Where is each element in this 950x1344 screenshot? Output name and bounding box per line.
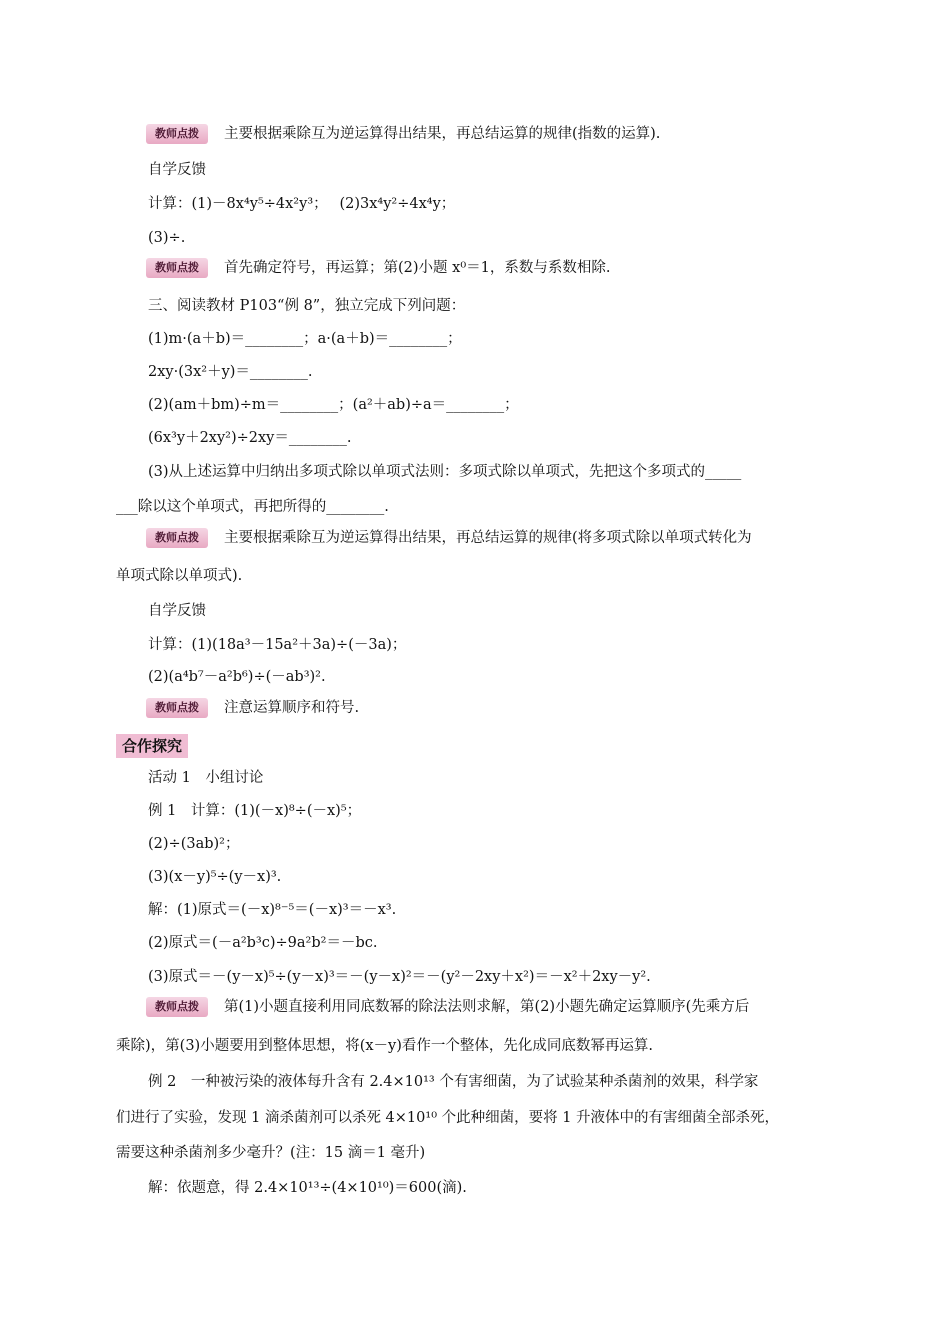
text-line: (1)m·(a＋b)＝________；a·(a＋b)＝________； [148,331,462,347]
text-line: (3)从上述运算中归纳出多项式除以单项式法则：多项式除以单项式，先把这个多项式的_____ [148,464,742,480]
teacher-tip-badge: 教师点拨 [146,997,208,1017]
teacher-tip-badge: 教师点拨 [146,258,208,278]
text-line: (3)原式＝－(y－x)⁵÷(y－x)³＝－(y－x)²＝－(y²－2xy＋x²)＝－x²＋2xy－y². [148,969,651,985]
section-heading: 合作探究 [116,734,188,758]
teacher-tip-badge: 教师点拨 [146,528,208,548]
tip-row [146,124,660,144]
text-line: 乘除)，第(3)小题要用到整体思想，将(x－y)看作一个整体，先化成同底数幂再运算. [116,1038,653,1054]
text-line: (2)原式＝(－a²b³c)÷9a²b²＝－bc. [148,935,378,951]
tip-row [146,698,359,718]
tip-text: 第(1)小题直接利用同底数幂的除法法则求解，第(2)小题先确定运算顺序(先乘方后 [224,999,750,1015]
subheading: 自学反馈 [148,603,206,619]
text-line: 计算：(1)－8x⁴y⁵÷4x²y³； (2)3x⁴y²÷4x⁴y； [148,196,456,212]
text-line: 三、阅读教材 P103“例 8”，独立完成下列问题： [148,298,466,314]
subheading: 自学反馈 [148,162,206,178]
text-line: 计算：(1)(18a³－15a²＋3a)÷(－3a)； [148,637,407,653]
text-line: (2)(a⁴b⁷－a²b⁶)÷(－ab³)². [148,669,326,685]
text-line: 解：依题意，得 2.4×10¹³÷(4×10¹⁰)＝600(滴). [148,1180,467,1196]
tip-text: 首先确定符号，再运算；第(2)小题 x⁰＝1，系数与系数相除. [224,260,611,276]
text-line: 们进行了实验，发现 1 滴杀菌剂可以杀死 4×10¹⁰ 个此种细菌，要将 1 升液体中的有害细菌全部杀死， [116,1110,780,1126]
text-line: (2)÷(3ab)²； [148,836,240,852]
text-line: (3)÷. [148,230,186,246]
text-line: 例 1 计算：(1)(－x)⁸÷(－x)⁵； [148,803,362,819]
text-line: (2)(am＋bm)÷m＝________；(a²＋ab)÷a＝________； [148,397,519,413]
teacher-tip-badge: 教师点拨 [146,124,208,144]
tip-text: 主要根据乘除互为逆运算得出结果，再总结运算的规律(将多项式除以单项式转化为 [224,530,752,546]
tip-row [146,528,752,548]
tip-row [146,258,610,278]
text-line: 2xy·(3x²＋y)＝________. [148,364,313,380]
tip-row [146,997,749,1017]
text-line: (3)(x－y)⁵÷(y－x)³. [148,869,282,885]
text-line: 活动 1 小组讨论 [148,770,264,786]
text-line: 需要这种杀菌剂多少毫升？(注：15 滴＝1 毫升) [116,1145,426,1161]
tip-text: 注意运算顺序和符号. [224,700,360,716]
text-line: 单项式除以单项式). [116,568,243,584]
text-line: (6x³y＋2xy²)÷2xy＝________. [148,430,352,446]
tip-text: 主要根据乘除互为逆运算得出结果，再总结运算的规律(指数的运算). [224,126,661,142]
text-line: ___除以这个单项式，再把所得的________. [116,499,389,515]
text-line: 解：(1)原式＝(－x)⁸⁻⁵＝(－x)³＝－x³. [148,902,397,918]
text-line: 例 2 一种被污染的液体每升含有 2.4×10¹³ 个有害细菌，为了试验某种杀菌剂的效果，科学家 [148,1074,759,1090]
teacher-tip-badge: 教师点拨 [146,698,208,718]
